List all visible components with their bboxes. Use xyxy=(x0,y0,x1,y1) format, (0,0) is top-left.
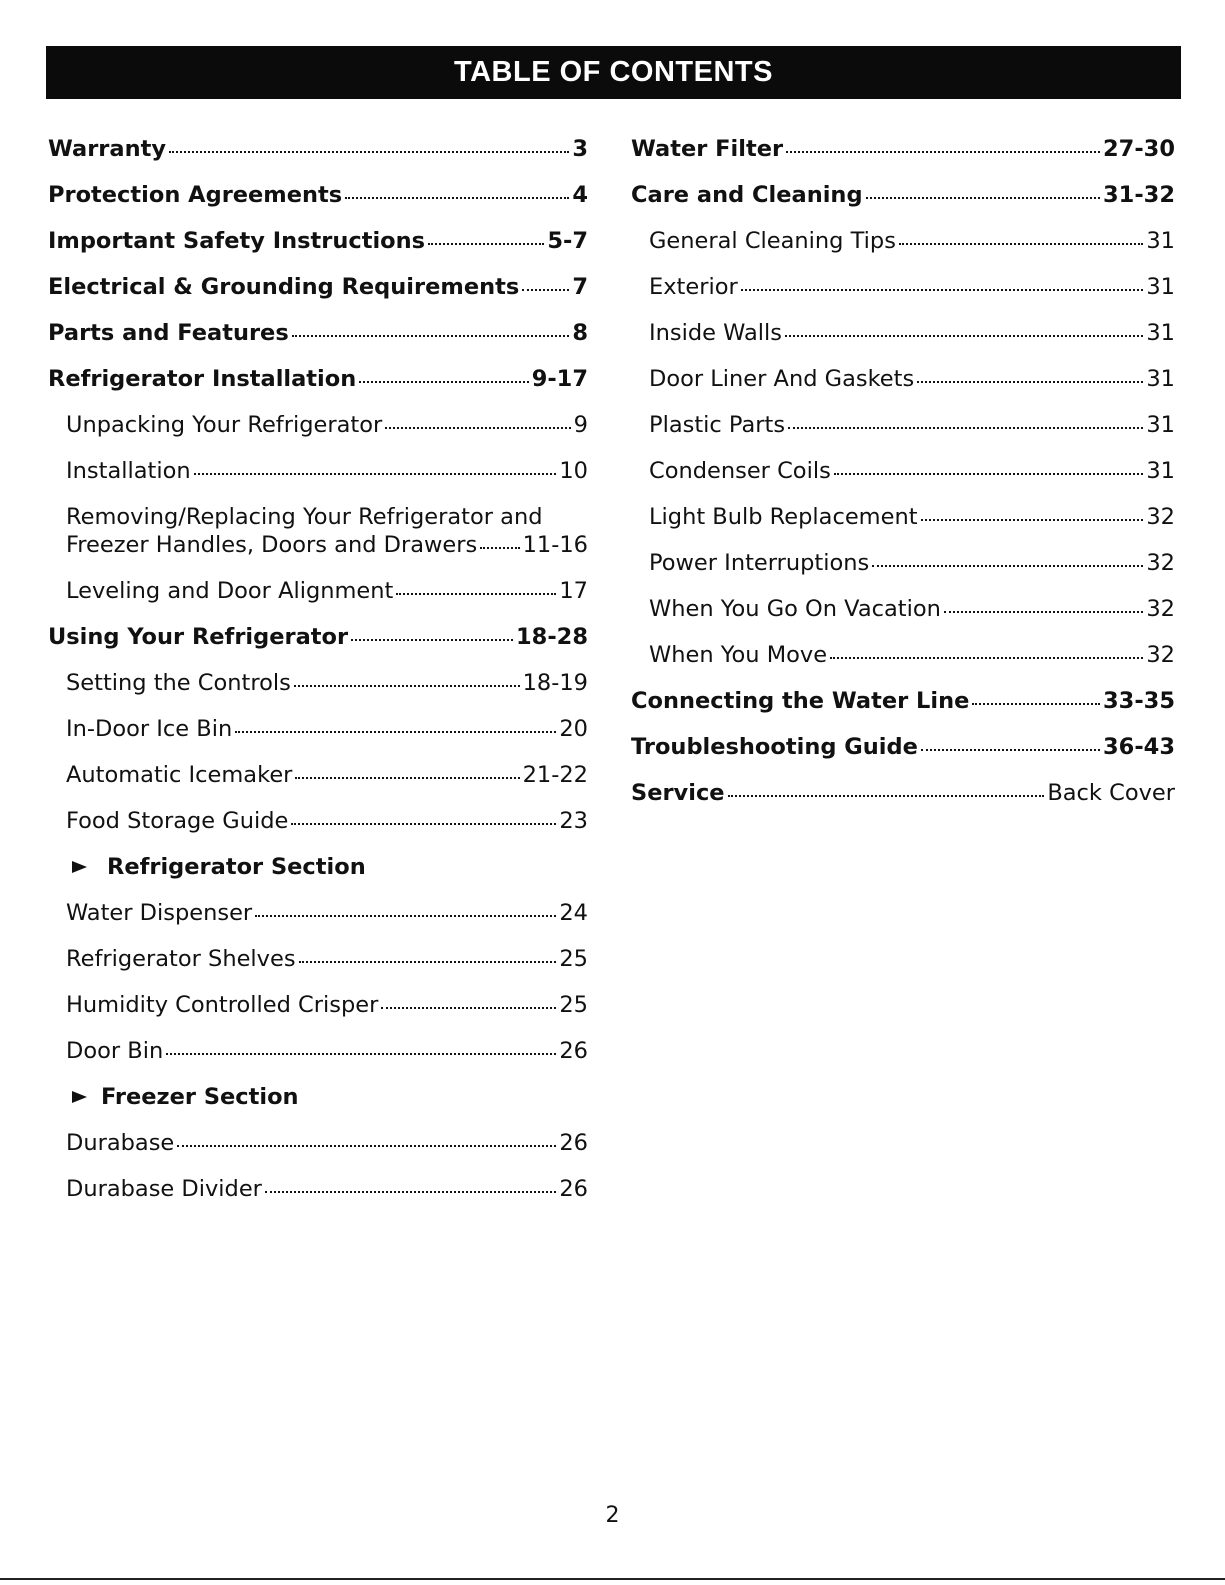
dot-leader xyxy=(345,197,569,199)
toc-entry-label: Service xyxy=(631,780,725,806)
toc-entry-page: 32 xyxy=(1146,504,1175,530)
toc-entry-label: Unpacking Your Refrigerator xyxy=(66,412,383,438)
toc-entry-ice-bin[interactable] xyxy=(48,706,588,752)
toc-entry-plastic-parts[interactable] xyxy=(631,402,1175,448)
toc-entry-label-line2: Freezer Handles, Doors and Drawers xyxy=(66,532,478,558)
toc-entry-label: When You Move xyxy=(649,642,828,668)
page-number: 2 xyxy=(605,1503,620,1528)
toc-entry-label: Door Liner And Gaskets xyxy=(649,366,915,392)
section-heading-refrigerator xyxy=(48,844,588,890)
page-title: TABLE OF CONTENTS xyxy=(46,46,1181,99)
toc-entry-page: 9 xyxy=(573,412,588,438)
triangle-arrow-icon xyxy=(72,861,87,873)
toc-entry-label: Important Safety Instructions xyxy=(48,228,426,254)
toc-entry-water-line[interactable] xyxy=(631,678,1175,724)
dot-leader xyxy=(972,703,1100,705)
toc-entry-label: Durabase Divider xyxy=(66,1176,262,1202)
toc-entry-icemaker[interactable] xyxy=(48,752,588,798)
toc-entry-power-interruptions[interactable] xyxy=(631,540,1175,586)
dot-leader xyxy=(522,289,569,291)
section-heading-label: Refrigerator Section xyxy=(107,854,366,880)
toc-entry-door-liner[interactable] xyxy=(631,356,1175,402)
toc-entry-label: Light Bulb Replacement xyxy=(649,504,918,530)
toc-entry-page: 25 xyxy=(559,992,588,1018)
dot-leader xyxy=(291,823,556,825)
dot-leader xyxy=(741,289,1144,291)
toc-entry-label: Refrigerator Shelves xyxy=(66,946,296,972)
toc-entry-label: General Cleaning Tips xyxy=(649,228,896,254)
toc-entry-setting-controls[interactable] xyxy=(48,660,588,706)
dot-leader xyxy=(786,151,1100,153)
toc-entry-service[interactable] xyxy=(631,770,1175,816)
toc-entry-page: 5-7 xyxy=(547,228,588,254)
dot-leader xyxy=(785,335,1143,337)
dot-leader xyxy=(265,1191,556,1193)
toc-entry-label: In-Door Ice Bin xyxy=(66,716,233,742)
toc-entry-label: Water Filter xyxy=(631,136,784,162)
toc-entry-label: Leveling and Door Alignment xyxy=(66,578,394,604)
dot-leader xyxy=(866,197,1100,199)
toc-entry-label: Installation xyxy=(66,458,191,484)
toc-entry-page: 31-32 xyxy=(1103,182,1175,208)
toc-entry-move[interactable] xyxy=(631,632,1175,678)
section-heading-freezer xyxy=(48,1074,588,1120)
toc-entry-page: 36-43 xyxy=(1103,734,1175,760)
toc-entry-light-bulb[interactable] xyxy=(631,494,1175,540)
toc-entry-label: Parts and Features xyxy=(48,320,289,346)
toc-entry-page: 26 xyxy=(559,1038,588,1064)
dot-leader xyxy=(292,335,570,337)
toc-entry-crisper[interactable] xyxy=(48,982,588,1028)
toc-entry-label: Protection Agreements xyxy=(48,182,343,208)
toc-entry-label: Setting the Controls xyxy=(66,670,291,696)
toc-entry-page: Back Cover xyxy=(1047,780,1175,806)
toc-entry-removing-replacing[interactable] xyxy=(48,503,588,567)
dot-leader xyxy=(351,639,513,641)
toc-entry-warranty[interactable] xyxy=(48,126,588,172)
toc-entry-vacation[interactable] xyxy=(631,586,1175,632)
toc-entry-page: 32 xyxy=(1146,596,1175,622)
toc-entry-label: Care and Cleaning xyxy=(631,182,863,208)
dot-leader xyxy=(177,1145,556,1147)
toc-entry-label: Electrical & Grounding Requirements xyxy=(48,274,520,300)
toc-entry-page: 18-19 xyxy=(522,670,588,696)
toc-entry-label: Water Dispenser xyxy=(66,900,253,926)
toc-entry-label-line2-row xyxy=(66,531,588,559)
toc-entry-label: Condenser Coils xyxy=(649,458,831,484)
dot-leader xyxy=(788,427,1143,429)
dot-leader xyxy=(830,657,1143,659)
toc-entry-label: Humidity Controlled Crisper xyxy=(66,992,379,1018)
toc-entry-troubleshooting[interactable] xyxy=(631,724,1175,770)
toc-entry-page: 26 xyxy=(559,1176,588,1202)
toc-left-column xyxy=(48,126,588,1212)
toc-entry-page: 10 xyxy=(559,458,588,484)
toc-entry-page: 3 xyxy=(572,136,588,162)
toc-entry-label: Exterior xyxy=(649,274,738,300)
toc-right-column xyxy=(631,126,1175,816)
toc-entry-page: 9-17 xyxy=(531,366,588,392)
toc-entry-page: 21-22 xyxy=(522,762,588,788)
toc-entry-label: Troubleshooting Guide xyxy=(631,734,918,760)
toc-entry-label: Door Bin xyxy=(66,1038,164,1064)
toc-entry-page: 20 xyxy=(559,716,588,742)
dot-leader xyxy=(294,685,520,687)
toc-entry-label: Using Your Refrigerator xyxy=(48,624,349,650)
bottom-divider xyxy=(0,1578,1225,1580)
toc-entry-page: 31 xyxy=(1146,274,1175,300)
toc-entry-shelves[interactable] xyxy=(48,936,588,982)
toc-entry-label: When You Go On Vacation xyxy=(649,596,941,622)
toc-entry-durabase[interactable] xyxy=(48,1120,588,1166)
toc-entry-protection-agreements[interactable] xyxy=(48,172,588,218)
dot-leader xyxy=(428,243,544,245)
dot-leader xyxy=(834,473,1144,475)
toc-entry-water-dispenser[interactable] xyxy=(48,890,588,936)
toc-entry-page: 7 xyxy=(572,274,588,300)
toc-entry-exterior[interactable] xyxy=(631,264,1175,310)
dot-leader xyxy=(728,795,1045,797)
toc-entry-page: 4 xyxy=(572,182,588,208)
toc-entry-durabase-divider[interactable] xyxy=(48,1166,588,1212)
dot-leader xyxy=(396,593,556,595)
dot-leader xyxy=(872,565,1143,567)
toc-entry-page: 31 xyxy=(1146,458,1175,484)
toc-entry-page: 27-30 xyxy=(1103,136,1175,162)
triangle-arrow-icon xyxy=(72,1091,87,1103)
toc-entry-label: Automatic Icemaker xyxy=(66,762,293,788)
toc-entry-page: 32 xyxy=(1146,642,1175,668)
dot-leader xyxy=(194,473,557,475)
toc-entry-page: 17 xyxy=(559,578,588,604)
dot-leader xyxy=(299,961,557,963)
dot-leader xyxy=(235,731,556,733)
section-heading-label: Freezer Section xyxy=(101,1084,299,1110)
toc-entry-label: Inside Walls xyxy=(649,320,782,346)
toc-entry-door-bin[interactable] xyxy=(48,1028,588,1074)
toc-entry-care-cleaning[interactable] xyxy=(631,172,1175,218)
toc-entry-general-cleaning[interactable] xyxy=(631,218,1175,264)
toc-entry-page: 31 xyxy=(1146,320,1175,346)
toc-entry-page: 26 xyxy=(559,1130,588,1156)
dot-leader xyxy=(921,749,1100,751)
dot-leader xyxy=(295,777,519,779)
toc-entry-label: Refrigerator Installation xyxy=(48,366,357,392)
toc-entry-safety-instructions[interactable] xyxy=(48,218,588,264)
dot-leader xyxy=(169,151,569,153)
dot-leader xyxy=(381,1007,556,1009)
toc-entry-refrigerator-installation[interactable] xyxy=(48,356,588,402)
toc-entry-installation[interactable] xyxy=(48,448,588,494)
toc-entry-page: 25 xyxy=(559,946,588,972)
toc-entry-page: 18-28 xyxy=(516,624,588,650)
toc-entry-label: Connecting the Water Line xyxy=(631,688,970,714)
toc-entry-electrical-grounding[interactable] xyxy=(48,264,588,310)
toc-entry-label: Durabase xyxy=(66,1130,175,1156)
toc-entry-water-filter[interactable] xyxy=(631,126,1175,172)
dot-leader xyxy=(359,381,528,383)
toc-entry-label: Power Interruptions xyxy=(649,550,870,576)
toc-entry-food-storage[interactable] xyxy=(48,798,588,844)
dot-leader xyxy=(921,519,1144,521)
toc-entry-label: Food Storage Guide xyxy=(66,808,289,834)
toc-entry-page: 31 xyxy=(1146,228,1175,254)
dot-leader xyxy=(385,427,570,429)
toc-entry-parts-features[interactable] xyxy=(48,310,588,356)
dot-leader xyxy=(917,381,1143,383)
toc-entry-page: 33-35 xyxy=(1103,688,1175,714)
dot-leader xyxy=(480,547,519,549)
toc-entry-page: 31 xyxy=(1146,366,1175,392)
toc-entry-page: 8 xyxy=(572,320,588,346)
dot-leader xyxy=(166,1053,556,1055)
toc-entry-using-refrigerator[interactable] xyxy=(48,614,588,660)
dot-leader xyxy=(255,915,556,917)
toc-entry-leveling[interactable] xyxy=(48,568,588,614)
toc-entry-unpacking[interactable] xyxy=(48,402,588,448)
dot-leader xyxy=(944,611,1143,613)
toc-entry-page: 23 xyxy=(559,808,588,834)
dot-leader xyxy=(899,243,1143,245)
toc-entry-inside-walls[interactable] xyxy=(631,310,1175,356)
toc-entry-label-line1: Removing/Replacing Your Refrigerator and xyxy=(66,504,543,530)
toc-entry-page: 31 xyxy=(1146,412,1175,438)
toc-entry-label: Plastic Parts xyxy=(649,412,786,438)
toc-entry-page: 32 xyxy=(1146,550,1175,576)
toc-entry-condenser-coils[interactable] xyxy=(631,448,1175,494)
toc-entry-label: Warranty xyxy=(48,136,167,162)
toc-entry-page: 24 xyxy=(559,900,588,926)
toc-entry-page: 11-16 xyxy=(522,532,588,558)
